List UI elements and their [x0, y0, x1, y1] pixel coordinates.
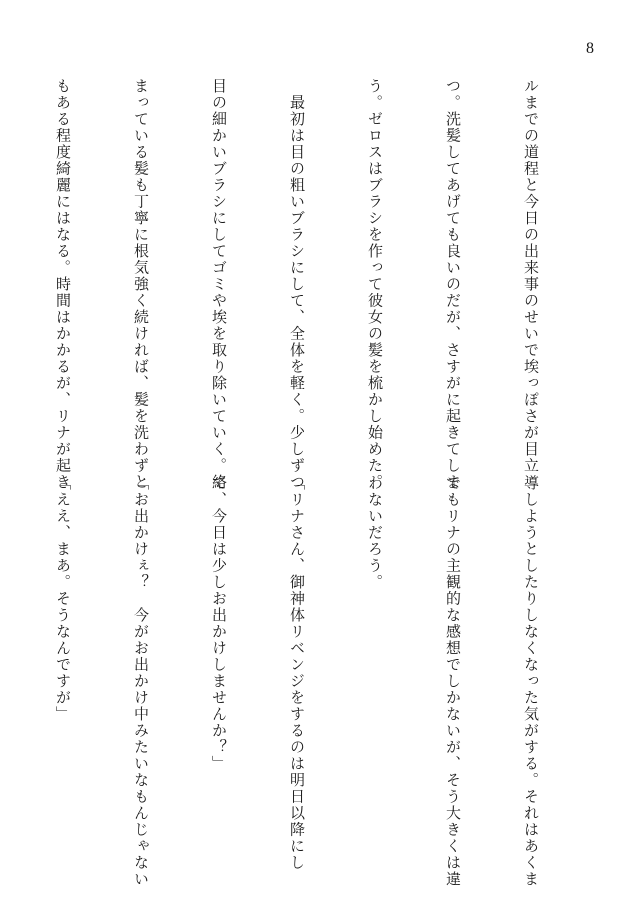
text-line: 「ええ、まあ。そうなんですが」: [54, 475, 72, 723]
text-line: 導しようとしたりしなくなった気がする。それはあくま: [522, 475, 540, 888]
lower-text-block: [0, 475, 596, 888]
text-line: ルまでの道程と今日の出来事のせいで埃っぽさが目立: [522, 78, 540, 474]
text-line: でもリナの主観的な感想でしかないが、そう大きくは違: [444, 475, 462, 888]
text-line: もある程度綺麗にはなる。時間はかかるが、リナが起き: [54, 78, 72, 491]
text-line: わないだろう。: [366, 475, 384, 591]
text-line: つ。洗髪してあげても良いのだが、さすがに起きてしま: [444, 78, 462, 491]
text-line: まっている髪も丁寧に根気強く続ければ、髪を洗わずと: [132, 78, 150, 491]
text-line: 最初は目の粗いブラシにして、全体を軽く。少しずつ: [288, 78, 306, 491]
text-line: 「お出かけぇ？ 今がお出かけ中みたいなもんじゃない: [132, 475, 150, 888]
upper-text-block: [0, 78, 596, 491]
page-number: 8: [586, 40, 594, 57]
text-line: 目の細かいブラシにしてゴミや埃を取り除いていく。絡: [210, 78, 228, 491]
text-line: う。ゼロスはブラシを作って彼女の髪を梳かし始めた。: [366, 78, 384, 491]
text-line: 「リナさん、御神体リベンジをするのは明日以降にし: [288, 475, 306, 871]
text-line: て、今日は少しお出かけしませんか？」: [210, 475, 228, 772]
